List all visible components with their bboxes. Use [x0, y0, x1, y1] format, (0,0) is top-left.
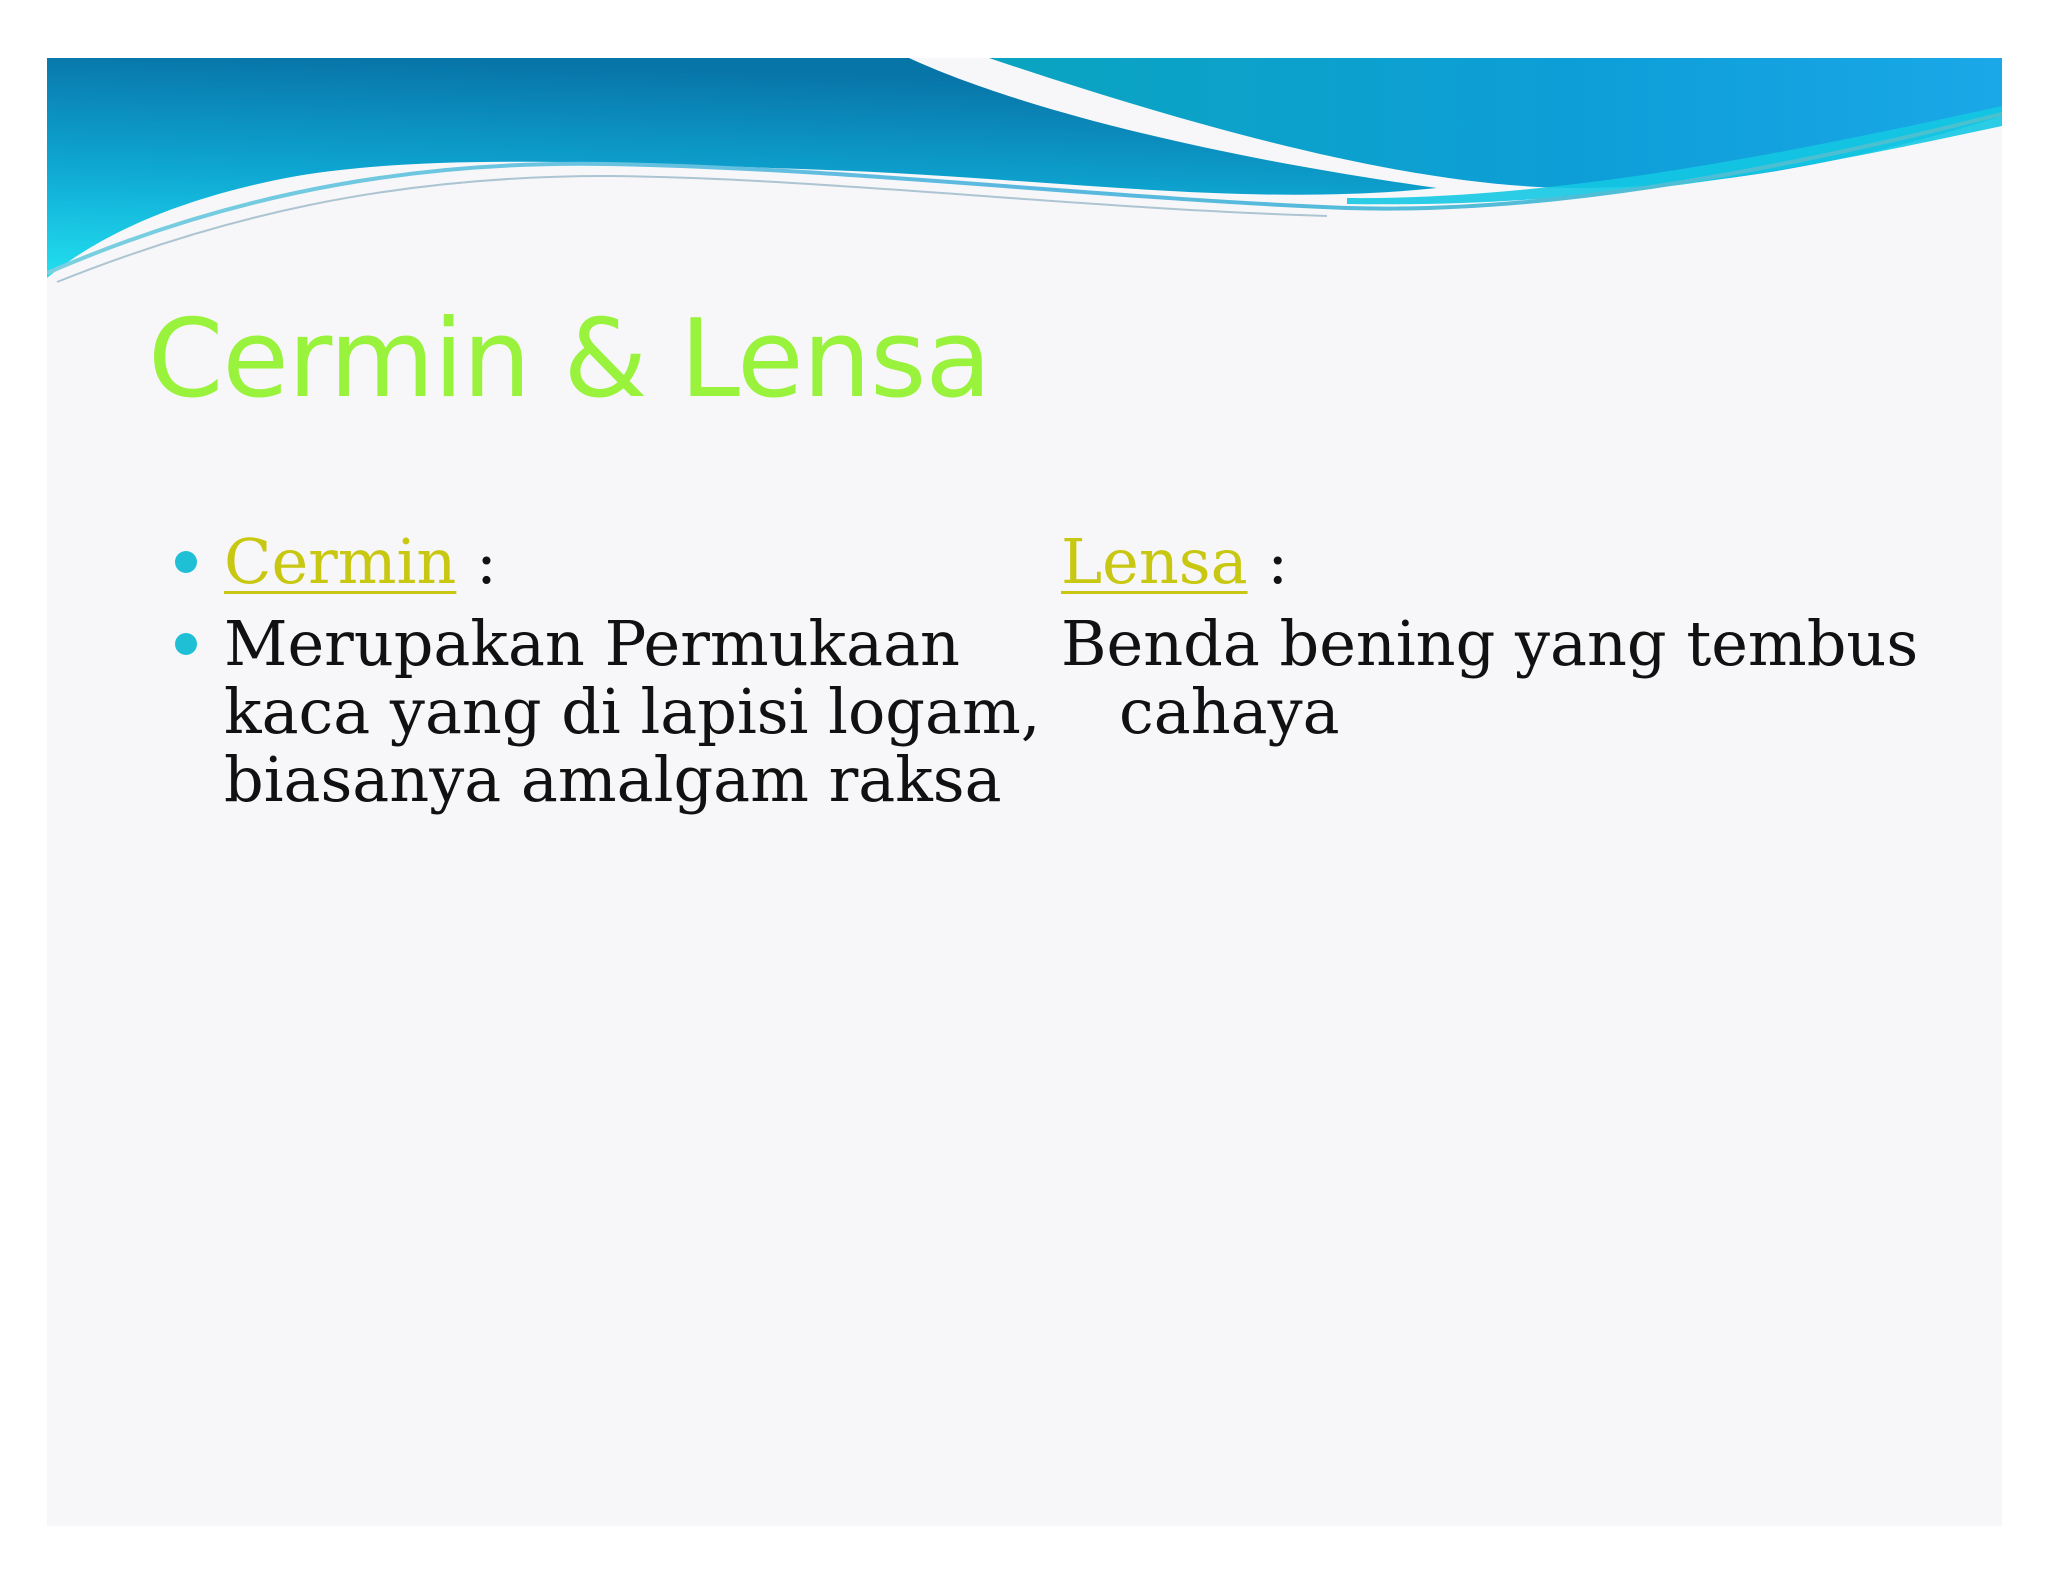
label-colon: :: [1247, 525, 1289, 598]
list-item: [224, 525, 1054, 598]
disc-bullet-icon: [175, 551, 197, 573]
slide-title: Cermin & Lensa: [148, 297, 991, 422]
left-column: [224, 525, 1054, 816]
cermin-link[interactable]: Cermin: [224, 525, 457, 598]
list-item: [1061, 607, 1981, 748]
cermin-definition: Merupakan Permukaan kaca yang di lapisi logam, biasanya amalgam raksa: [224, 607, 1041, 816]
disc-bullet-icon: [175, 633, 197, 655]
lensa-definition: Benda bening yang tembus cahaya: [1061, 607, 1919, 748]
list-item: [1061, 525, 1981, 598]
lensa-link[interactable]: Lensa: [1061, 525, 1248, 598]
wave-header-graphic: [47, 58, 2002, 288]
slide: [47, 58, 2002, 1526]
right-column: [1061, 525, 1981, 748]
label-colon: :: [456, 525, 497, 598]
list-item: [224, 607, 1054, 816]
